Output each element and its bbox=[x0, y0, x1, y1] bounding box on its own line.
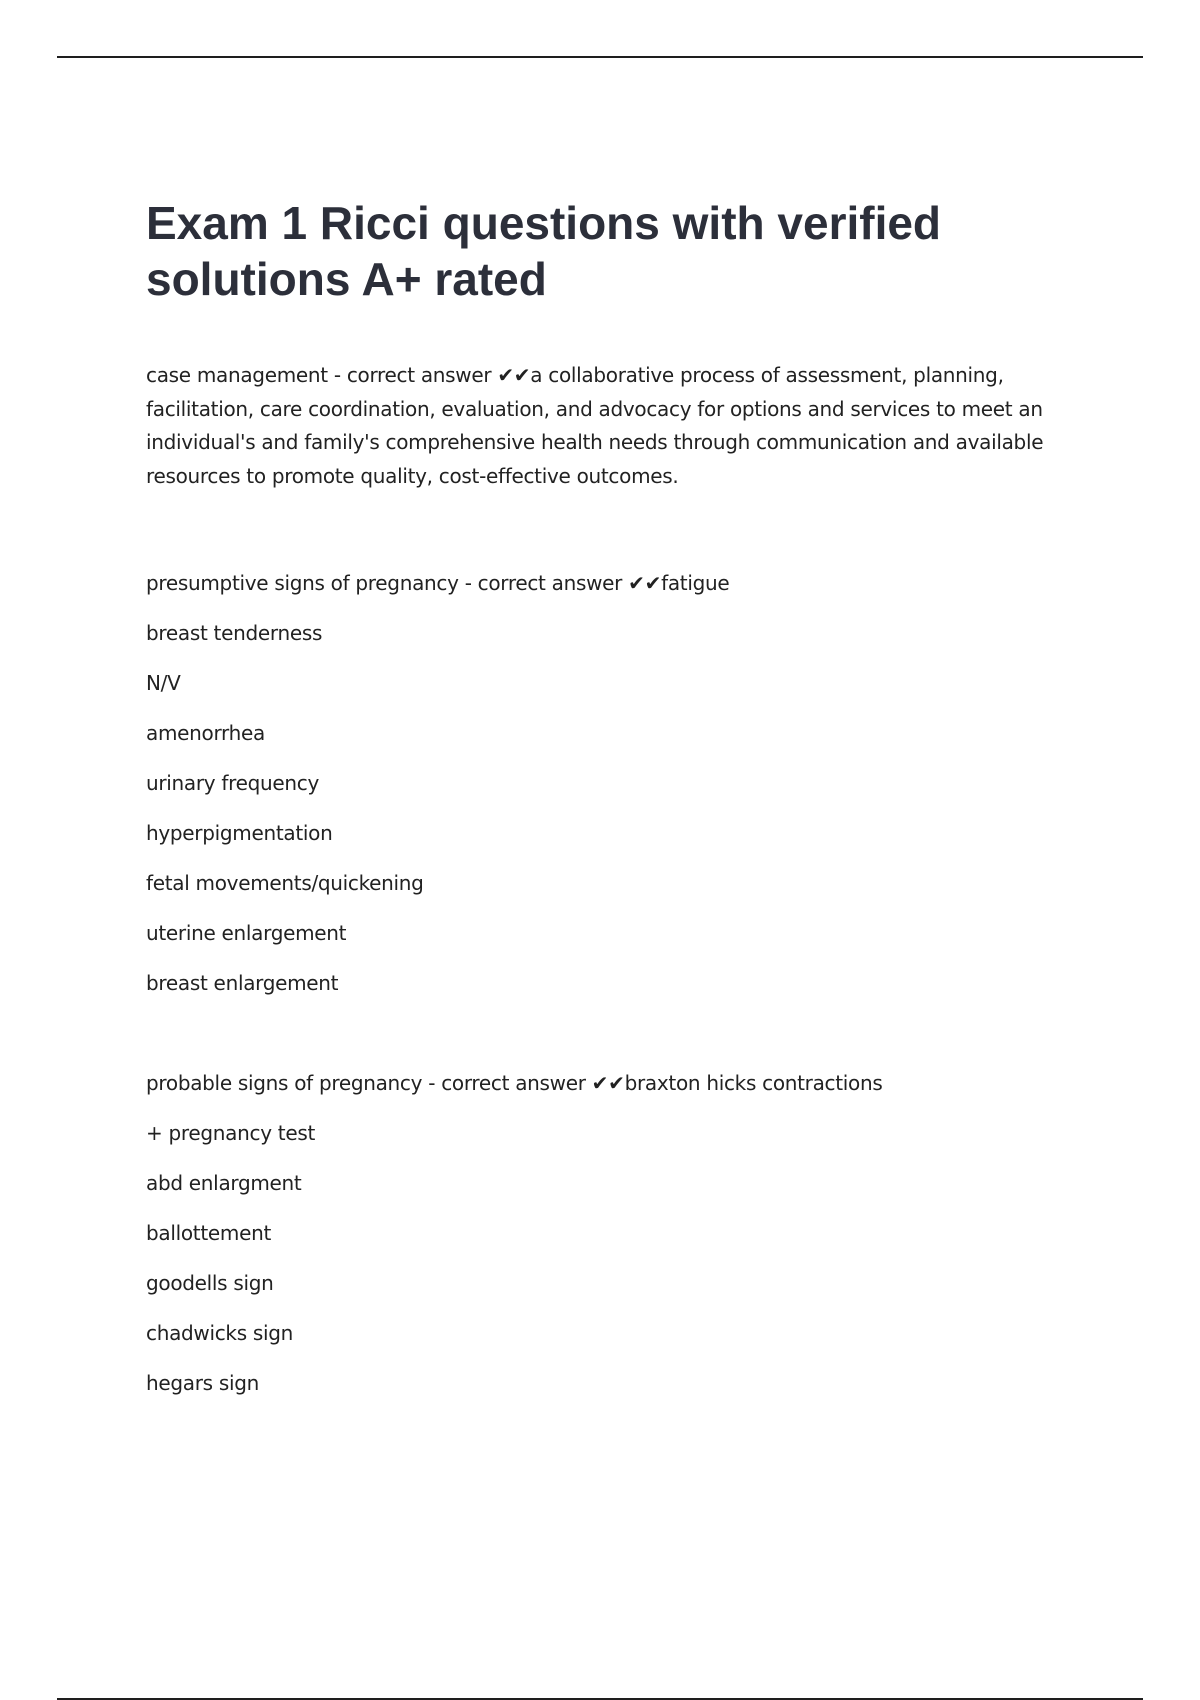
document-title: Exam 1 Ricci questions with verified solutions A+ rated bbox=[146, 197, 942, 305]
answer-separator: - correct answer ✔✔ bbox=[422, 1071, 625, 1095]
entry-presumptive-signs bbox=[146, 571, 1066, 996]
list-item: breast enlargement bbox=[146, 971, 339, 995]
entry-answer: a collaborative process of assessment, planning, facilitation, care coordination, evaluation, and advocacy for options and services to meet an individual's and family's comprehensive health needs through communication and available resources to promote quality, cost-effective outcomes. bbox=[146, 363, 1044, 488]
answer-separator: - correct answer ✔✔ bbox=[458, 571, 662, 595]
entry-case-management bbox=[146, 359, 1066, 493]
entry-question: case management bbox=[146, 363, 328, 387]
list-item: fetal movements/quickening bbox=[146, 871, 424, 895]
entry-answer: fatigue bbox=[661, 571, 730, 595]
list-item: N/V bbox=[146, 671, 181, 695]
list-item: chadwicks sign bbox=[146, 1321, 294, 1345]
list-item: amenorrhea bbox=[146, 721, 265, 745]
entry-answer: braxton hicks contractions bbox=[624, 1071, 883, 1095]
top-divider bbox=[57, 56, 1143, 58]
entry-question: probable signs of pregnancy bbox=[146, 1071, 423, 1095]
answer-separator: - correct answer ✔✔ bbox=[327, 363, 531, 387]
list-item: abd enlargment bbox=[146, 1171, 302, 1195]
list-item: goodells sign bbox=[146, 1271, 274, 1295]
entry-text bbox=[146, 359, 1066, 493]
entry-text bbox=[146, 1071, 1066, 1096]
list-item: hegars sign bbox=[146, 1371, 259, 1395]
list-item: urinary frequency bbox=[146, 771, 320, 795]
list-item: breast tenderness bbox=[146, 621, 323, 645]
list-item: ballottement bbox=[146, 1221, 271, 1245]
list-item: hyperpigmentation bbox=[146, 821, 333, 845]
entry-probable-signs bbox=[146, 1071, 1066, 1396]
list-item: + pregnancy test bbox=[146, 1121, 315, 1145]
document-body bbox=[146, 195, 1066, 1396]
list-item: uterine enlargement bbox=[146, 921, 347, 945]
entry-question: presumptive signs of pregnancy bbox=[146, 571, 459, 595]
entry-text bbox=[146, 571, 1066, 596]
